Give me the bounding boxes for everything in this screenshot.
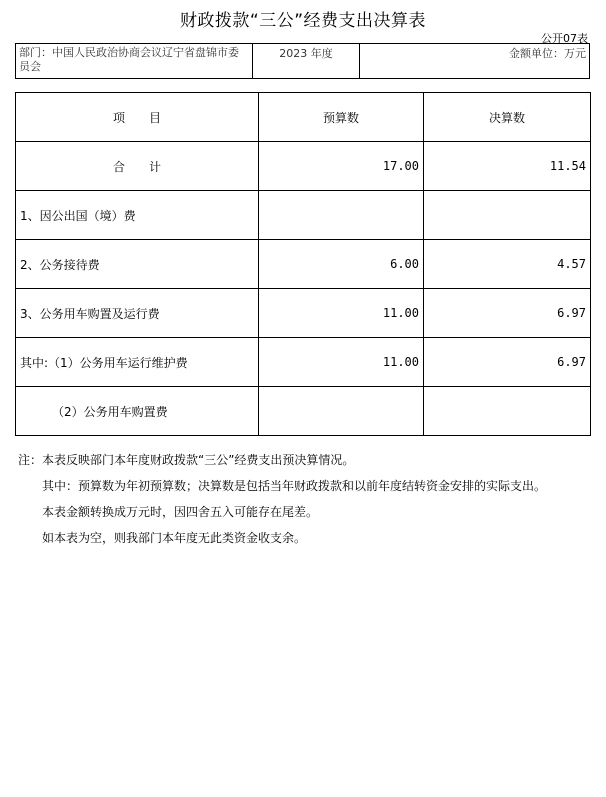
actual-value: 6.97 (424, 338, 591, 387)
page-title: 财政拨款“三公”经费支出决算表 (179, 11, 427, 31)
header-info (15, 43, 590, 79)
column-header-item: 项 目 (16, 93, 259, 142)
row-label: 2、公务接待费 (16, 240, 259, 289)
row-label: 3、公务用车购置及运行费 (16, 289, 259, 338)
fiscal-year: 2023 年度 (253, 44, 360, 79)
actual-value: 11.54 (424, 142, 591, 191)
document-number: 公开07表 (541, 32, 588, 45)
column-header-actual: 决算数 (424, 93, 591, 142)
actual-value (424, 191, 591, 240)
budget-value (259, 191, 424, 240)
budget-value: 11.00 (259, 289, 424, 338)
notes-section (18, 447, 598, 551)
actual-value: 4.57 (424, 240, 591, 289)
note-line: 注：本表反映部门本年度财政拨款“三公”经费支出预决算情况。 (18, 453, 355, 467)
note-line: 本表金额转换成万元时，因四舍五入可能存在尾差。 (42, 505, 319, 519)
department-name: 部门：中国人民政治协商会议辽宁省盘锦市委员会 (16, 44, 253, 79)
note-line: 其中：预算数为年初预算数；决算数是包括当年财政拨款和以前年度结转资金安排的实际支出。 (42, 479, 547, 493)
row-label: 其中:（1）公务用车运行维护费 (16, 338, 259, 387)
table-header-row (16, 93, 591, 142)
table-row (16, 387, 591, 436)
column-header-budget: 预算数 (259, 93, 424, 142)
table-row (16, 338, 591, 387)
row-label: （2）公务用车购置费 (16, 387, 259, 436)
amount-unit: 金额单位：万元 (360, 44, 590, 79)
budget-value: 17.00 (259, 142, 424, 191)
table-row (16, 142, 591, 191)
table-row (16, 240, 591, 289)
row-label: 合 计 (16, 142, 259, 191)
budget-value: 11.00 (259, 338, 424, 387)
table-row (16, 191, 591, 240)
budget-value (259, 387, 424, 436)
actual-value (424, 387, 591, 436)
note-line: 如本表为空，则我部门本年度无此类资金收支余。 (42, 531, 307, 545)
table-row (16, 289, 591, 338)
expenditure-table (15, 92, 591, 436)
row-label: 1、因公出国（境）费 (16, 191, 259, 240)
actual-value: 6.97 (424, 289, 591, 338)
budget-value: 6.00 (259, 240, 424, 289)
